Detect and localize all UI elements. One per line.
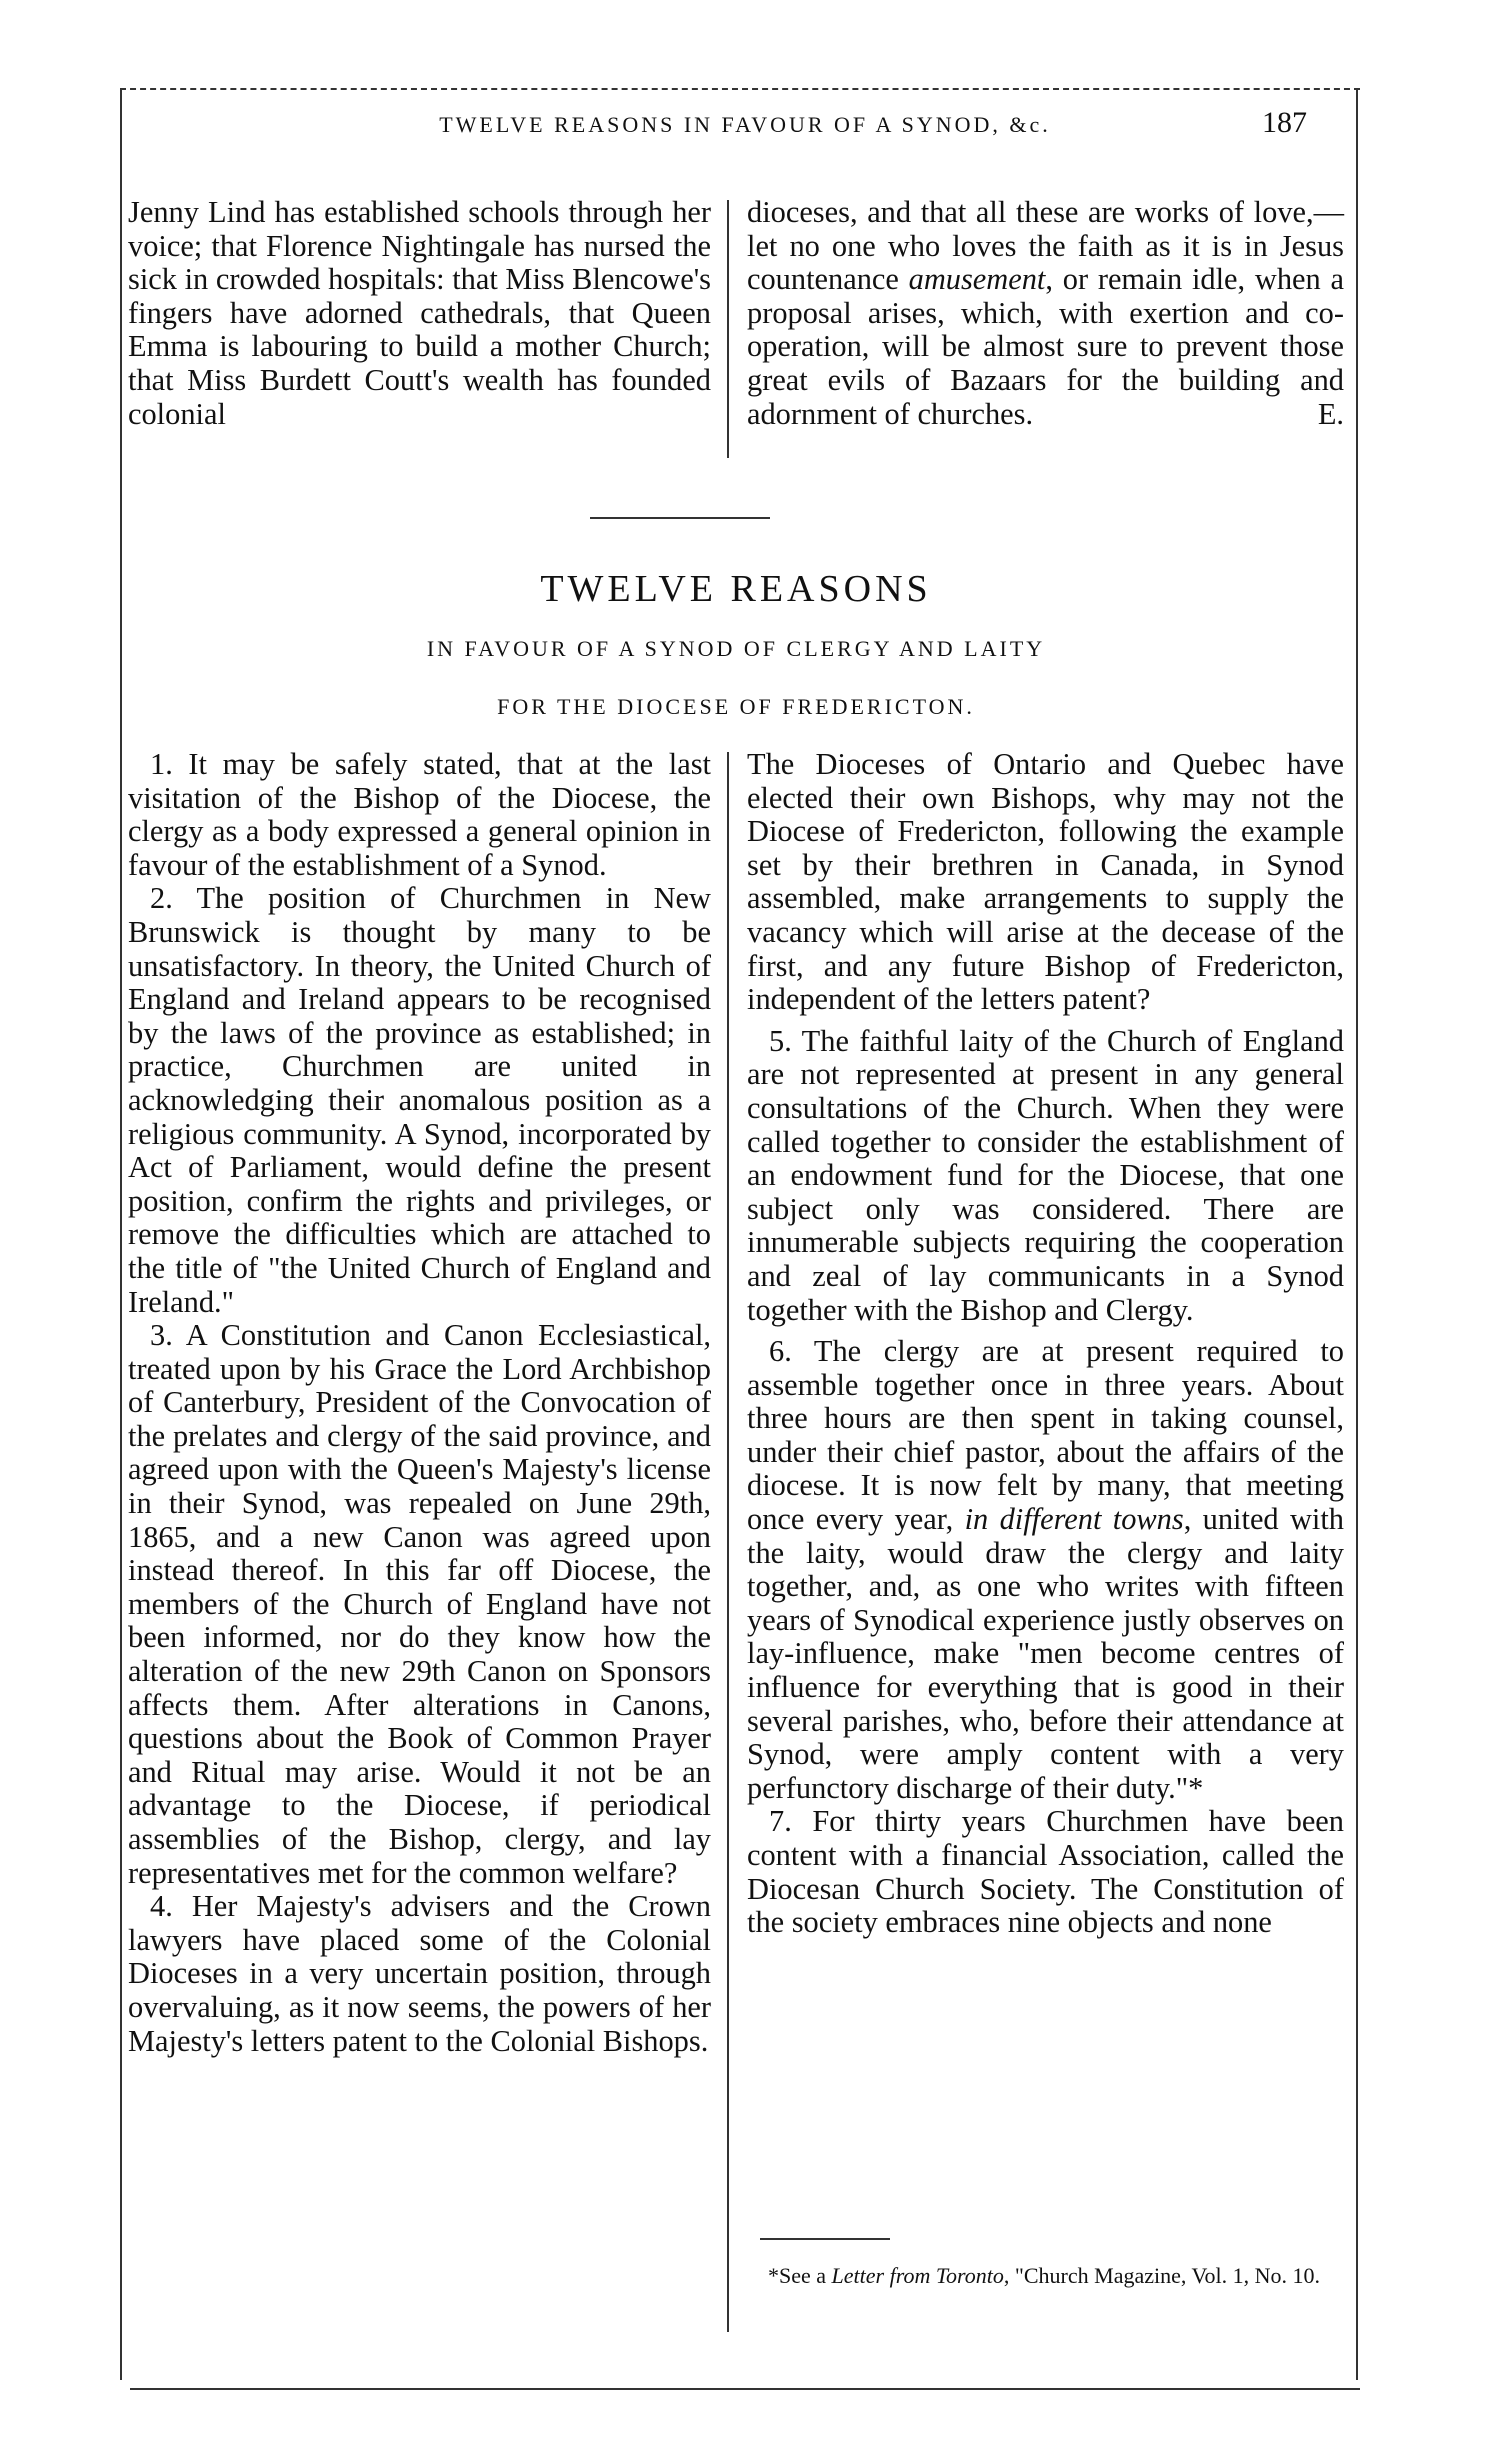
signature: E. [1317,396,1344,431]
section-divider-rule [590,517,770,519]
page-border-right [1356,90,1358,2380]
reason-1: 1. It may be safely stated, that at the last visitation of the Bishop of the Diocese, the clergy as a body expressed a general opinion in favour of the establishment of a Synod. [128,747,711,882]
article-title: TWELVE REASONS [540,568,932,610]
column-divider [727,752,729,2332]
previous-article-left-text: Jenny Lind has established schools through her voice; that Florence Nightingale has nursed the sick in crowded hospitals: that Miss Blencowe's fingers have adorned cathedrals, that Queen Emma is labouring to build a mother Church; that Miss Burdett Coutt's wealth has founded colonial [128,195,711,431]
page-border-bottom [130,2388,1360,2390]
reason-4: 4. Her Majesty's advisers and the Crown lawyers have placed some of the Colonial Dioceses in a very uncertain position, through overvaluing, as it now seems, the powers of her Majesty's letters patent to the Colonial Bishops. [128,1889,711,2058]
column-divider [727,200,729,458]
footnote-rule [760,2238,890,2240]
previous-article-right-column [747,196,1344,431]
article-subtitle-2: FOR THE DIOCESE OF FREDERICTON. [497,694,975,719]
previous-article-left-column [128,196,711,431]
emphasis-amusement: amusement [908,262,1046,297]
emphasis-different-towns: in different towns [964,1502,1184,1537]
reason-2: 2. The position of Churchmen in New Brunswick is thought by many to be unsatisfactory. In theory, the United Church of England and Ireland appears to be recognised by the laws of the province as established; in practice, Churchmen are united in acknowledging their anomalous position as a religious community. A Synod, incorporated by Act of Parliament, would define the present position, confirm the rights and privileges, or remove the difficulties which are attached to the title of "the United Church of England and Ireland." [128,881,711,1319]
page-border-left [120,90,122,2380]
running-header: TWELVE REASONS IN FAVOUR OF A SYNOD, &c. [439,112,1051,137]
article-right-column [747,748,1344,1940]
footnote: *See a Letter from Toronto, "Church Magazine, Vol. 1, No. 10. [768,2263,1321,2288]
page-border-top [120,88,1360,90]
reason-4-continued: The Dioceses of Ontario and Quebec have elected their own Bishops, why may not the Diocese of Fredericton, following the example set by their brethren in Canada, in Synod assembled, make arrangements to supply the vacancy which will arise at the decease of the first, and any future Bishop of Fredericton, independent of the letters patent? [747,747,1344,1017]
page-number: 187 [1262,106,1307,139]
reason-5: 5. The faithful laity of the Church of England are not represented at present in any general consultations of the Church. When they were called together to consider the establishment of an endowment fund for the Diocese, that one subject only was considered. There are innumerable subjects requiring the cooperation and zeal of lay communicants in a Synod together with the Bishop and Clergy. [747,1023,1344,1327]
article-left-column [128,748,711,2058]
previous-article-right-text: dioceses, and that all these are works of love,—let no one who loves the faith as it is in Jesus countenance amusement, or remain idle, when a proposal arises, which, with exertion and co-operation, will be almost sure to prevent those great evils of Bazaars for the building and adornment of churches. E. [747,195,1344,431]
reason-3: 3. A Constitution and Canon Ecclesiastical, treated upon by his Grace the Lord Archbishop of Canterbury, President of the Convocation of the prelates and clergy of the said province, and agreed upon with the Queen's Majesty's license in their Synod, was repealed on June 29th, 1865, and a new Canon was agreed upon instead thereof. In this far off Diocese, the members of the Church of England have not been informed, nor do they know how the alteration of the new 29th Canon on Sponsors affects them. After alterations in Canons, questions about the Book of Common Prayer and Ritual may arise. Would it not be an advantage to the Diocese, if periodical assemblies of the Bishop, clergy, and lay representatives met for the common welfare? [128,1318,711,1890]
reason-6: 6. The clergy are at present required to assemble together once in three years. About three hours are then spent in taking counsel, under their chief pastor, about the affairs of the diocese. It is now felt by many, that meeting once every year, in different towns, united with the laity, would draw the clergy and laity together, and, as one who writes with fifteen years of Synodical experience justly observes on lay-influence, make "men become centres of influence for everything that is good in their several parishes, who, before their attendance at Synod, were amply content with a very perfunctory discharge of their duty."* [747,1334,1345,1805]
article-subtitle-1: IN FAVOUR OF A SYNOD OF CLERGY AND LAITY [426,636,1046,661]
reason-7: 7. For thirty years Churchmen have been content with a financial Association, called the Diocesan Church Society. The Constitution of the society embraces nine objects and none [747,1804,1344,1940]
footnote-emphasis: Letter from Toronto [831,2263,1004,2288]
